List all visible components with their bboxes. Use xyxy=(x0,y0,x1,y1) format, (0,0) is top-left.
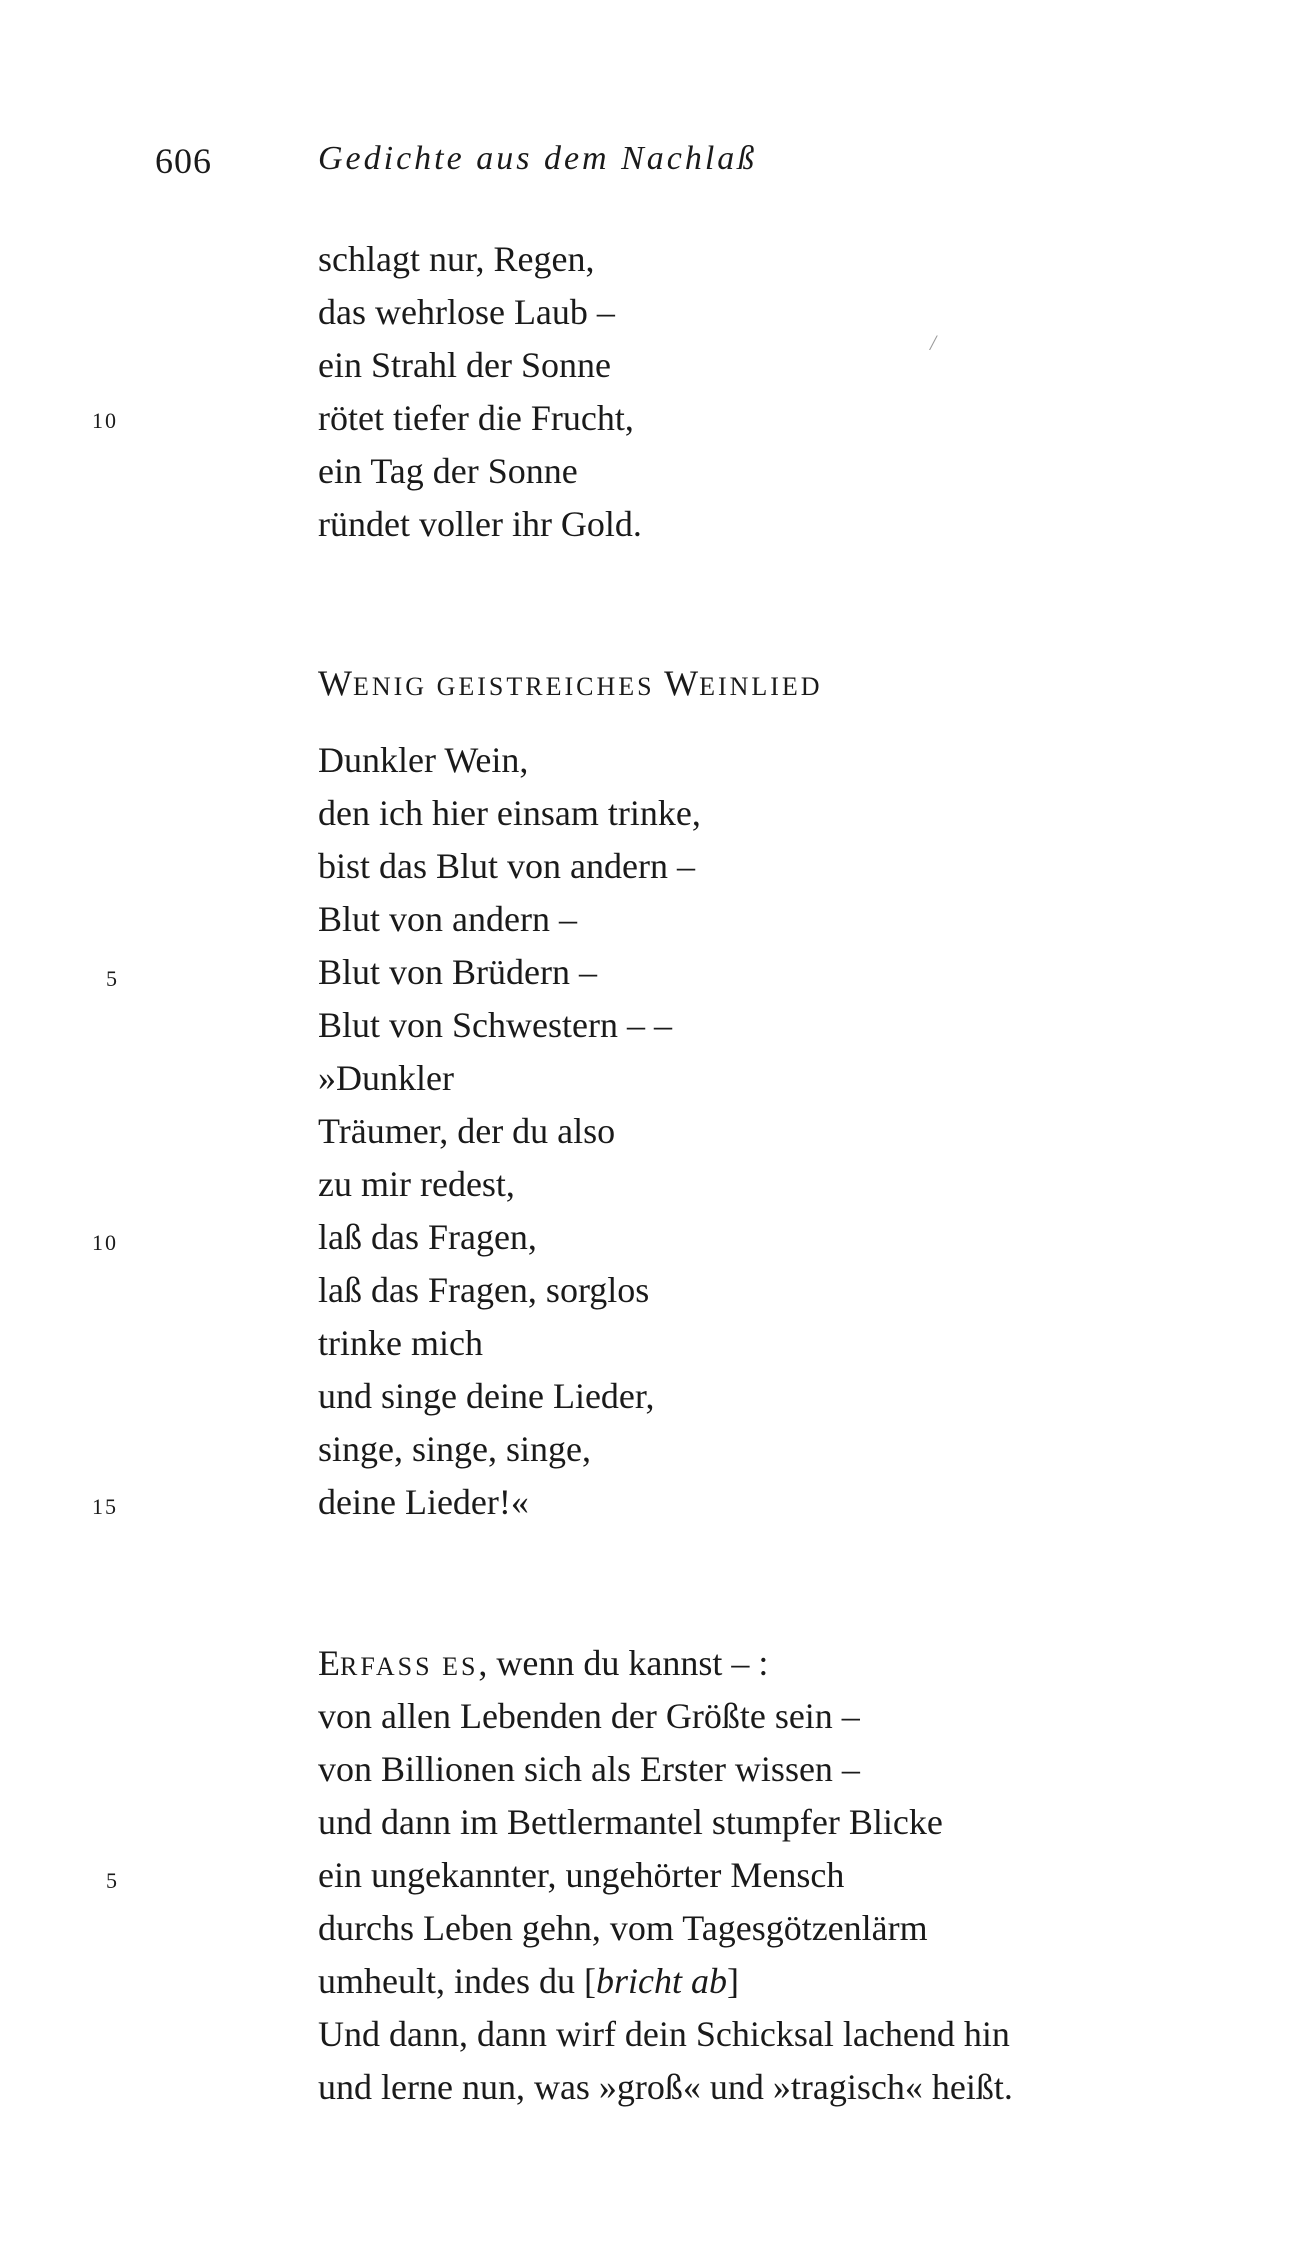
poem-line: durchs Leben gehn, vom Tagesgötzenlärm xyxy=(318,1908,928,1948)
stray-mark: / xyxy=(930,330,937,355)
poem-line: Blut von andern – xyxy=(318,899,577,939)
running-head: Gedichte aus dem Nachlaß xyxy=(318,140,758,177)
poem-line-with-note: umheult, indes du [bricht ab] xyxy=(318,1961,739,2001)
poem-line: und lerne nun, was »groß« und »tragisch« heißt. xyxy=(318,2067,1013,2107)
line-number: 5 xyxy=(106,1868,119,1893)
poem-line: den ich hier einsam trinke, xyxy=(318,793,701,833)
poem-line: schlagt nur, Regen, xyxy=(318,239,595,279)
editorial-note-open: [ xyxy=(583,1961,596,2001)
poem-line: ein Strahl der Sonne xyxy=(318,345,611,385)
poem-first-line: ERFASS ES, wenn du kannst – : xyxy=(318,1643,769,1683)
editorial-note: bricht ab xyxy=(595,1961,727,2001)
poem-line: Dunkler Wein, xyxy=(318,740,529,780)
poem-line: trinke mich xyxy=(318,1323,483,1363)
poem-line: laß das Fragen, sorglos xyxy=(318,1270,650,1310)
poem-line: »Dunkler xyxy=(318,1058,454,1098)
poem-line: ein ungekannter, ungehörter Mensch xyxy=(318,1855,845,1895)
poem-line: rötet tiefer die Frucht, xyxy=(318,398,634,438)
line-number: 10 xyxy=(92,1230,118,1255)
poem-line: singe, singe, singe, xyxy=(318,1429,591,1469)
poem-title: WENIG GEISTREICHES WEINLIED xyxy=(318,663,823,703)
poem-line: und dann im Bettlermantel stumpfer Blicke xyxy=(318,1802,943,1842)
poem-line: Träumer, der du also xyxy=(318,1111,616,1151)
line-number: 5 xyxy=(106,966,119,991)
line-number: 10 xyxy=(92,408,118,433)
poem-line: bist das Blut von andern – xyxy=(318,846,695,886)
poem-line: Blut von Schwestern – – xyxy=(318,1005,672,1045)
poem-line: von allen Lebenden der Größte sein – xyxy=(318,1696,860,1736)
poem-line: Und dann, dann wirf dein Schicksal lachend hin xyxy=(318,2014,1010,2054)
line-number: 15 xyxy=(92,1494,118,1519)
poem-line: laß das Fragen, xyxy=(318,1217,537,1257)
page-number: 606 xyxy=(155,141,212,181)
poem-line: und singe deine Lieder, xyxy=(318,1376,655,1416)
poem-line: von Billionen sich als Erster wissen – xyxy=(318,1749,860,1789)
editorial-note-close: ] xyxy=(726,1961,739,2001)
poem-line: ein Tag der Sonne xyxy=(318,451,578,491)
poem-line: das wehrlose Laub – xyxy=(318,292,615,332)
poem-line: Blut von Brüdern – xyxy=(318,952,597,992)
poem-line: deine Lieder!« xyxy=(318,1482,529,1522)
poem-line: ründet voller ihr Gold. xyxy=(318,504,642,544)
poem-line: zu mir redest, xyxy=(318,1164,515,1204)
